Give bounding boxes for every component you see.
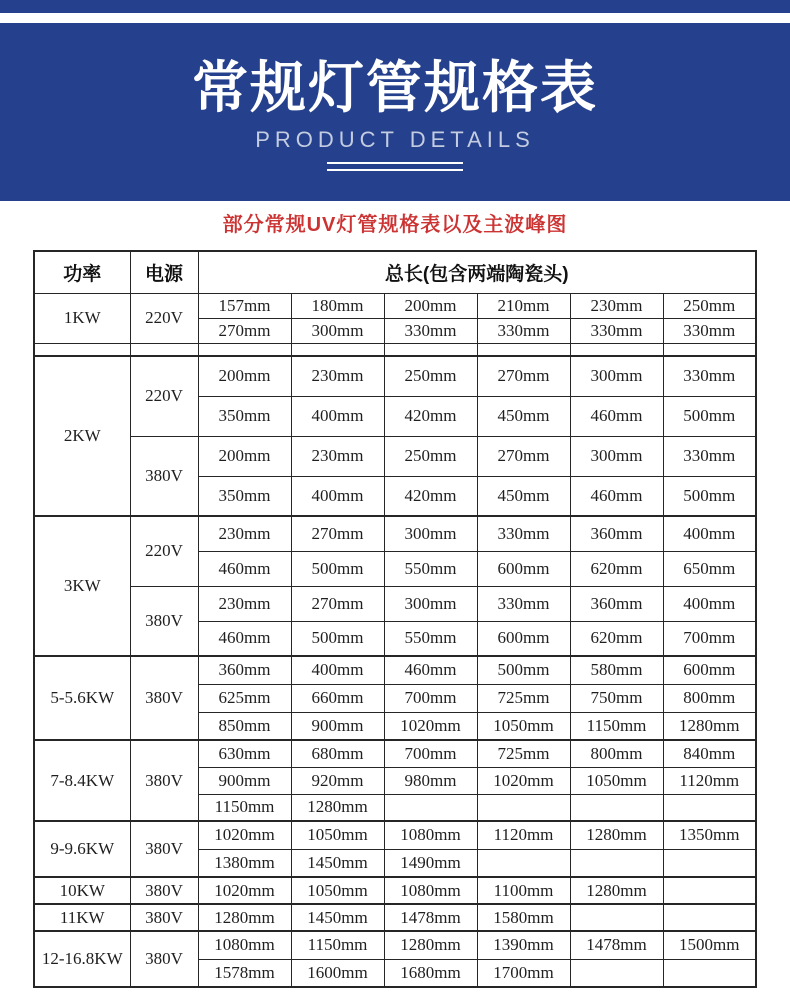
length-cell: 400mm: [291, 476, 384, 516]
source-column-header: 电源: [130, 251, 198, 293]
length-cell: [663, 794, 756, 821]
length-cell: [477, 343, 570, 356]
length-cell: 625mm: [198, 684, 291, 712]
length-cell: 1020mm: [198, 821, 291, 849]
length-cell: 700mm: [384, 740, 477, 767]
length-cell: 400mm: [291, 656, 384, 684]
length-cell: 750mm: [570, 684, 663, 712]
power-section: [34, 293, 756, 343]
length-cell: 200mm: [198, 436, 291, 476]
length-cell: 630mm: [198, 740, 291, 767]
length-cell: 250mm: [384, 356, 477, 396]
length-cell: 680mm: [291, 740, 384, 767]
table-row: [34, 931, 756, 959]
length-cell: 1280mm: [663, 712, 756, 740]
length-cell: 420mm: [384, 476, 477, 516]
table-row: [34, 904, 756, 931]
length-cell: 1700mm: [477, 959, 570, 987]
product-details-subtitle: PRODUCT DETAILS: [255, 126, 535, 152]
power-section: [34, 656, 756, 740]
length-cell: 1120mm: [663, 767, 756, 794]
voltage-cell: 380V: [130, 931, 198, 987]
power-cell: 7-8.4KW: [34, 740, 130, 821]
length-cell: 300mm: [570, 356, 663, 396]
length-cell: 200mm: [198, 356, 291, 396]
table-row: [34, 877, 756, 904]
length-cell: 900mm: [198, 767, 291, 794]
table-row: [34, 740, 756, 767]
length-cell: 180mm: [291, 293, 384, 318]
power-cell: 11KW: [34, 904, 130, 931]
title-underline: [327, 162, 463, 171]
length-cell: [384, 794, 477, 821]
voltage-cell: 380V: [130, 821, 198, 877]
table-row: [34, 293, 756, 318]
length-cell: 300mm: [570, 436, 663, 476]
power-section: [34, 740, 756, 821]
length-cell: 1100mm: [477, 877, 570, 904]
length-cell: 800mm: [570, 740, 663, 767]
length-cell: 330mm: [570, 318, 663, 343]
page-title: 常规灯管规格表: [192, 56, 598, 120]
length-cell: [570, 343, 663, 356]
table-row: [34, 586, 756, 621]
length-cell: 450mm: [477, 396, 570, 436]
voltage-cell: 380V: [130, 586, 198, 656]
length-cell: 1280mm: [291, 794, 384, 821]
length-cell: 500mm: [663, 396, 756, 436]
length-column-header: 总长(包含两端陶瓷头): [198, 251, 756, 293]
length-cell: 460mm: [384, 656, 477, 684]
length-cell: 900mm: [291, 712, 384, 740]
length-cell: 725mm: [477, 740, 570, 767]
length-cell: 1050mm: [291, 877, 384, 904]
table-row: [34, 656, 756, 684]
length-cell: 450mm: [477, 476, 570, 516]
length-cell: 1478mm: [384, 904, 477, 931]
length-cell: 1150mm: [291, 931, 384, 959]
length-cell: 360mm: [198, 656, 291, 684]
length-cell: 330mm: [477, 586, 570, 621]
length-cell: 400mm: [663, 586, 756, 621]
length-cell: 360mm: [570, 516, 663, 551]
length-cell: 1280mm: [198, 904, 291, 931]
length-cell: 1280mm: [384, 931, 477, 959]
length-cell: 270mm: [477, 356, 570, 396]
length-cell: 980mm: [384, 767, 477, 794]
length-cell: 330mm: [384, 318, 477, 343]
spec-table: [33, 250, 757, 988]
length-cell: 1350mm: [663, 821, 756, 849]
length-cell: 460mm: [570, 476, 663, 516]
length-cell: 270mm: [477, 436, 570, 476]
length-cell: 300mm: [291, 318, 384, 343]
power-section: [34, 877, 756, 904]
length-cell: [291, 343, 384, 356]
length-cell: 1080mm: [198, 931, 291, 959]
table-row: [34, 436, 756, 476]
length-cell: 330mm: [663, 436, 756, 476]
length-cell: 620mm: [570, 621, 663, 656]
length-cell: 1020mm: [198, 877, 291, 904]
length-cell: 420mm: [384, 396, 477, 436]
length-cell: 460mm: [198, 551, 291, 586]
length-cell: 270mm: [291, 586, 384, 621]
length-cell: 1490mm: [384, 849, 477, 877]
length-cell: 270mm: [198, 318, 291, 343]
length-cell: 500mm: [291, 621, 384, 656]
length-cell: 400mm: [663, 516, 756, 551]
length-cell: [198, 343, 291, 356]
length-cell: 157mm: [198, 293, 291, 318]
length-cell: 330mm: [663, 356, 756, 396]
length-cell: 800mm: [663, 684, 756, 712]
length-cell: 250mm: [384, 436, 477, 476]
length-cell: 1280mm: [570, 821, 663, 849]
length-cell: 1080mm: [384, 821, 477, 849]
banner: [0, 23, 790, 201]
length-cell: 270mm: [291, 516, 384, 551]
power-cell: [34, 343, 130, 356]
length-cell: 400mm: [291, 396, 384, 436]
length-cell: 200mm: [384, 293, 477, 318]
voltage-cell: 380V: [130, 877, 198, 904]
length-cell: 330mm: [663, 318, 756, 343]
length-cell: [570, 959, 663, 987]
length-cell: [663, 849, 756, 877]
voltage-cell: 380V: [130, 904, 198, 931]
power-section: [34, 516, 756, 656]
voltage-cell: 220V: [130, 293, 198, 343]
length-cell: [570, 794, 663, 821]
length-cell: 500mm: [291, 551, 384, 586]
length-cell: 920mm: [291, 767, 384, 794]
length-cell: 360mm: [570, 586, 663, 621]
power-cell: 5-5.6KW: [34, 656, 130, 740]
power-cell: 3KW: [34, 516, 130, 656]
length-cell: 1580mm: [477, 904, 570, 931]
length-cell: [477, 794, 570, 821]
voltage-cell: 380V: [130, 436, 198, 516]
length-cell: 650mm: [663, 551, 756, 586]
length-cell: 700mm: [384, 684, 477, 712]
power-section: [34, 904, 756, 931]
length-cell: 550mm: [384, 551, 477, 586]
length-cell: 230mm: [198, 586, 291, 621]
power-cell: 9-9.6KW: [34, 821, 130, 877]
length-cell: 1150mm: [198, 794, 291, 821]
length-cell: 1500mm: [663, 931, 756, 959]
length-cell: 620mm: [570, 551, 663, 586]
table-header-row: [34, 251, 756, 293]
length-cell: 600mm: [663, 656, 756, 684]
length-cell: 1150mm: [570, 712, 663, 740]
length-cell: 210mm: [477, 293, 570, 318]
length-cell: 1680mm: [384, 959, 477, 987]
table-row: [34, 356, 756, 396]
length-cell: 460mm: [198, 621, 291, 656]
length-cell: 1050mm: [570, 767, 663, 794]
length-cell: 1478mm: [570, 931, 663, 959]
length-cell: 1050mm: [291, 821, 384, 849]
length-cell: [663, 904, 756, 931]
length-cell: 550mm: [384, 621, 477, 656]
voltage-cell: 220V: [130, 356, 198, 436]
length-cell: 230mm: [570, 293, 663, 318]
length-cell: [570, 904, 663, 931]
power-section: [34, 931, 756, 987]
length-cell: 725mm: [477, 684, 570, 712]
length-cell: 580mm: [570, 656, 663, 684]
length-cell: 230mm: [291, 436, 384, 476]
power-cell: 2KW: [34, 356, 130, 516]
spacer-row: [34, 343, 756, 356]
length-cell: 1120mm: [477, 821, 570, 849]
length-cell: 300mm: [384, 586, 477, 621]
length-cell: 330mm: [477, 318, 570, 343]
length-cell: 1600mm: [291, 959, 384, 987]
table-row: [34, 821, 756, 849]
length-cell: 230mm: [198, 516, 291, 551]
voltage-cell: 220V: [130, 516, 198, 586]
power-cell: 10KW: [34, 877, 130, 904]
length-cell: 850mm: [198, 712, 291, 740]
voltage-cell: 380V: [130, 740, 198, 821]
length-cell: 660mm: [291, 684, 384, 712]
length-cell: 1578mm: [198, 959, 291, 987]
power-section: [34, 821, 756, 877]
length-cell: 1390mm: [477, 931, 570, 959]
length-cell: 460mm: [570, 396, 663, 436]
power-cell: 12-16.8KW: [34, 931, 130, 987]
length-cell: 1280mm: [570, 877, 663, 904]
length-cell: 600mm: [477, 621, 570, 656]
table-row: [34, 516, 756, 551]
length-cell: 230mm: [291, 356, 384, 396]
length-cell: [663, 877, 756, 904]
length-cell: [477, 849, 570, 877]
power-column-header: 功率: [34, 251, 130, 293]
length-cell: 250mm: [663, 293, 756, 318]
length-cell: 1380mm: [198, 849, 291, 877]
top-gap: [0, 13, 790, 23]
length-cell: 1020mm: [384, 712, 477, 740]
top-accent-strip: [0, 0, 790, 13]
length-cell: 1450mm: [291, 849, 384, 877]
voltage-cell: [130, 343, 198, 356]
power-section: [34, 356, 756, 516]
spacer-section: [34, 343, 756, 356]
length-cell: 300mm: [384, 516, 477, 551]
length-cell: 500mm: [477, 656, 570, 684]
length-cell: [384, 343, 477, 356]
length-cell: [663, 959, 756, 987]
length-cell: 330mm: [477, 516, 570, 551]
length-cell: 350mm: [198, 476, 291, 516]
length-cell: 1450mm: [291, 904, 384, 931]
section-heading: 部分常规UV灯管规格表以及主波峰图: [222, 214, 568, 236]
length-cell: 700mm: [663, 621, 756, 656]
length-cell: 500mm: [663, 476, 756, 516]
length-cell: [663, 343, 756, 356]
power-cell: 1KW: [34, 293, 130, 343]
length-cell: 840mm: [663, 740, 756, 767]
length-cell: 350mm: [198, 396, 291, 436]
length-cell: [570, 849, 663, 877]
length-cell: 1080mm: [384, 877, 477, 904]
voltage-cell: 380V: [130, 656, 198, 740]
length-cell: 600mm: [477, 551, 570, 586]
length-cell: 1050mm: [477, 712, 570, 740]
length-cell: 1020mm: [477, 767, 570, 794]
